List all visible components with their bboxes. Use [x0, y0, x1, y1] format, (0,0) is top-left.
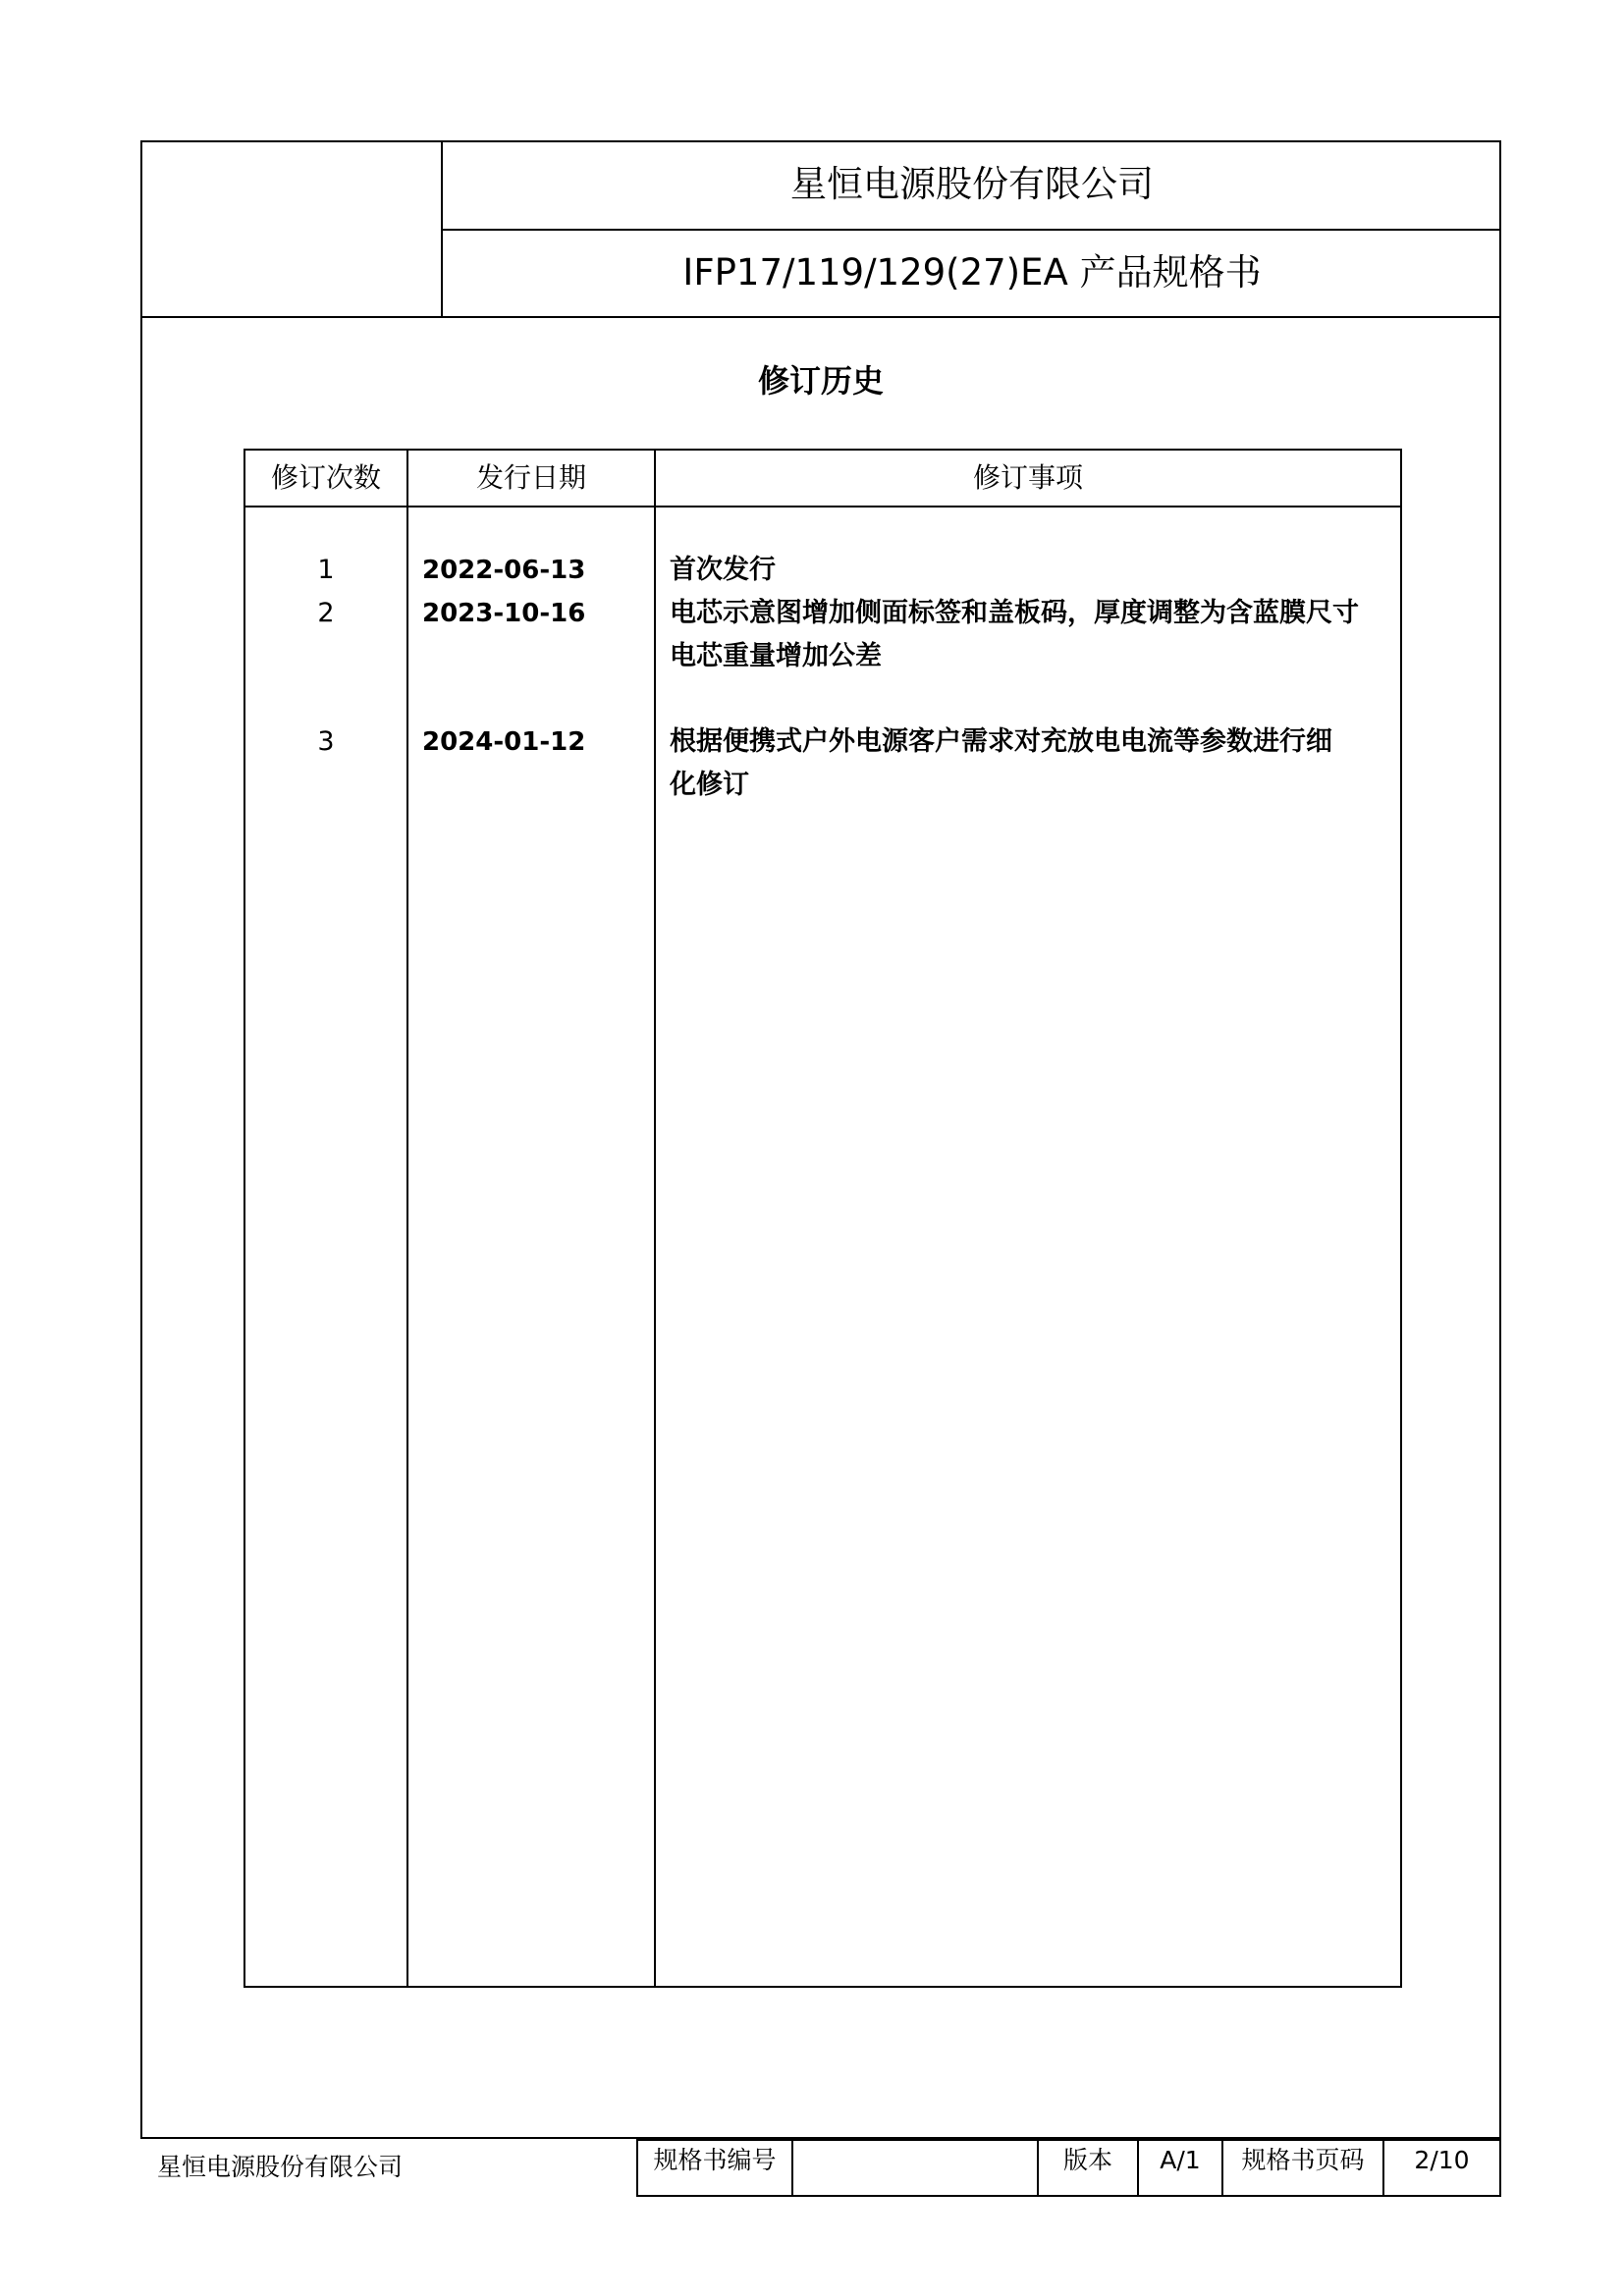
- issue-date: 2024-01-12: [422, 727, 586, 757]
- spec-number-label: 规格书编号: [653, 2146, 777, 2174]
- revision-description: [670, 549, 1384, 592]
- revision-number: 3: [317, 726, 335, 757]
- header-bottom-border: [140, 316, 1501, 318]
- description-line: 根据便携式户外电源客户需求对充放电电流等参数进行细: [670, 726, 1332, 757]
- section-title: 修订历史: [757, 362, 884, 400]
- revision-table: [244, 449, 1402, 1988]
- revision-description: [670, 592, 1384, 678]
- revision-description: [670, 721, 1384, 807]
- page-label: 规格书页码: [1241, 2146, 1365, 2174]
- version-value: A/1: [1160, 2146, 1201, 2174]
- header-row-divider: [245, 506, 1400, 507]
- revision-number: 1: [317, 555, 335, 585]
- version-label: 版本: [1062, 2146, 1112, 2174]
- issue-date: 2022-06-13: [422, 556, 586, 585]
- header-divider: [443, 229, 1501, 231]
- description-line: 电芯重量增加公差: [670, 641, 882, 671]
- description-line: 首次发行: [670, 555, 776, 585]
- issue-date: 2023-10-16: [422, 599, 586, 628]
- footer-company-name: 星恒电源股份有限公司: [157, 2153, 404, 2181]
- description-line: 化修订: [670, 770, 749, 800]
- column-divider: [654, 451, 656, 1986]
- page-number: 2/10: [1414, 2146, 1470, 2174]
- column-header-issue-date: 发行日期: [475, 461, 586, 494]
- column-header-revision-number: 修订次数: [270, 461, 381, 494]
- column-header-revision-items: 修订事项: [972, 461, 1083, 494]
- spec-number-value: [793, 2141, 1037, 2195]
- column-divider: [406, 451, 408, 1986]
- header-logo-cell: [140, 140, 443, 318]
- document-title: IFP17/119/129(27)EA 产品规格书: [682, 251, 1262, 294]
- footer-info-table: [636, 2139, 1501, 2197]
- company-name-heading: 星恒电源股份有限公司: [790, 163, 1154, 205]
- description-line: 电芯示意图增加侧面标签和盖板码，厚度调整为含蓝膜尺寸: [670, 598, 1359, 628]
- revision-number: 2: [317, 598, 335, 628]
